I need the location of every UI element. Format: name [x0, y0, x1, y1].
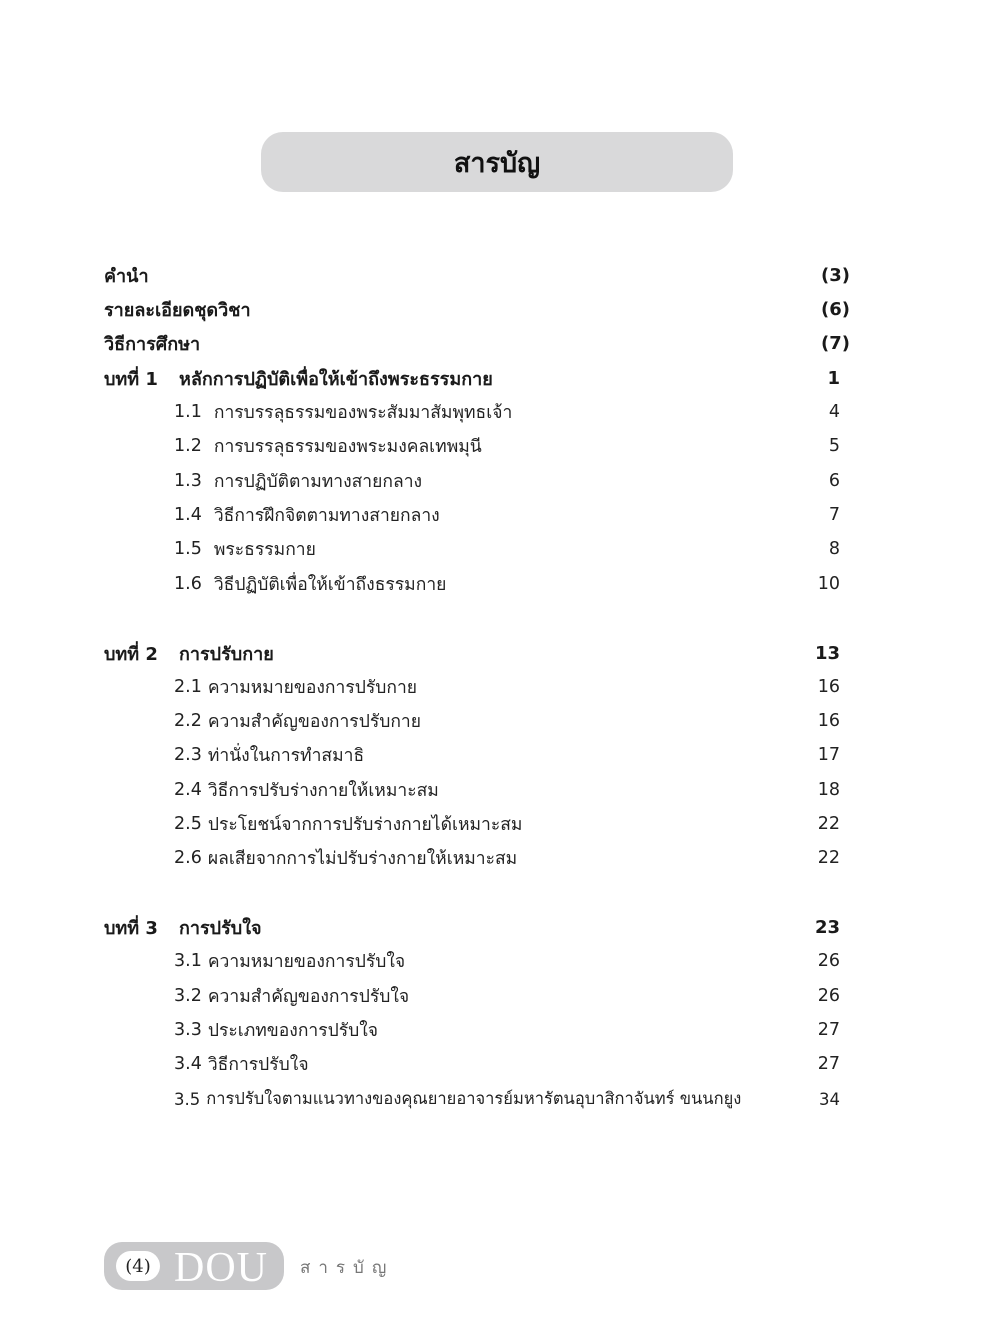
toc-entry-page: 1 [827, 367, 840, 389]
toc-entry-page: 4 [828, 402, 840, 422]
section-number: 2.4 [174, 780, 202, 800]
section-number: 3.2 [174, 986, 202, 1006]
toc-section[interactable] [174, 466, 840, 496]
toc-chapter-3[interactable] [104, 912, 840, 942]
section-number: 2.5 [174, 814, 202, 834]
toc-section[interactable] [174, 1084, 840, 1114]
section-title: การบรรลุธรรมของพระสัมมาสัมพุทธเจ้า [213, 403, 513, 423]
section-number: 1.6 [174, 574, 202, 594]
toc-section[interactable] [174, 706, 840, 736]
section-title: การปฏิบัติตามทางสายกลาง [213, 472, 423, 492]
section-title: วิธีการปรับใจ [207, 1055, 309, 1075]
section-number: 2.1 [174, 677, 202, 697]
toc-entry-page: 13 [814, 642, 840, 664]
toc-section[interactable] [174, 569, 840, 599]
toc-entry-page: 27 [817, 1020, 840, 1040]
section-title: ความหมายของการปรับใจ [207, 952, 406, 972]
section-number: 1.2 [174, 436, 202, 456]
toc-entry-page: 34 [819, 1089, 840, 1109]
toc-section[interactable] [174, 981, 840, 1011]
toc-chapter-1[interactable] [104, 363, 840, 393]
dou-logo: DOU [174, 1245, 268, 1291]
toc-entry-course-details[interactable] [104, 294, 850, 324]
toc-entry-page: 26 [817, 986, 840, 1006]
toc-entry-page: (7) [821, 332, 850, 354]
section-number: 1.1 [174, 402, 202, 422]
section-number: 1.5 [174, 539, 202, 559]
toc-section[interactable] [174, 1015, 840, 1045]
toc-section[interactable] [174, 946, 840, 976]
toc-entry-foreword[interactable] [104, 260, 850, 290]
toc-entry-page: 22 [817, 848, 840, 868]
toc-entry-page: 16 [817, 677, 840, 697]
toc-section[interactable] [174, 809, 840, 839]
toc-section[interactable] [174, 775, 840, 805]
toc-entry-page: 26 [817, 951, 840, 971]
toc-entry-page: 8 [828, 539, 840, 559]
section-number: 3.3 [174, 1020, 202, 1040]
section-title: พระธรรมกาย [213, 540, 316, 560]
toc-title-banner [261, 132, 733, 192]
footer-page-number: (4) [116, 1251, 160, 1281]
toc-section[interactable] [174, 431, 840, 461]
section-number: 2.3 [174, 745, 202, 765]
toc-entry-page: 5 [828, 436, 840, 456]
toc-section[interactable] [174, 672, 840, 702]
section-title: ประเภทของการปรับใจ [207, 1021, 379, 1041]
section-title: การปรับใจตามแนวทางของคุณยายอาจารย์มหารัตนอุบาสิกาจันทร์ ขนนกยูง [206, 1089, 742, 1108]
chapter-title: การปรับใจ [179, 917, 262, 939]
section-number: 2.2 [174, 711, 202, 731]
section-title: การบรรลุธรรมของพระมงคลเทพมุนี [213, 437, 482, 457]
toc-entry-page: 22 [817, 814, 840, 834]
toc-entry-page: 7 [828, 505, 840, 525]
toc-entry-page: (3) [821, 264, 850, 286]
section-number: 3.5 [174, 1089, 201, 1109]
section-title: ท่านั่งในการทำสมาธิ [207, 746, 365, 766]
section-title: วิธีการฝึกจิตตามทางสายกลาง [213, 506, 440, 526]
toc-entry-page: 6 [828, 471, 840, 491]
toc-entry-page: 16 [817, 711, 840, 731]
toc-section[interactable] [174, 740, 840, 770]
section-title: วิธีปฏิบัติเพื่อให้เข้าถึงธรรมกาย [213, 575, 447, 595]
section-number: 1.3 [174, 471, 202, 491]
toc-section[interactable] [174, 843, 840, 873]
toc-entry-page: 23 [814, 916, 840, 938]
toc-entry-label: วิธีการศึกษา [104, 333, 201, 355]
section-title: ผลเสียจากการไม่ปรับร่างกายให้เหมาะสม [207, 849, 518, 869]
section-number: 3.4 [174, 1054, 202, 1074]
section-title: วิธีการปรับร่างกายให้เหมาะสม [207, 781, 439, 801]
section-number: 3.1 [174, 951, 202, 971]
toc-entry-page: 27 [817, 1054, 840, 1074]
section-title: ความสำคัญของการปรับใจ [207, 987, 410, 1007]
chapter-label: บทที่ 1 [104, 368, 158, 390]
toc-section[interactable] [174, 1049, 840, 1079]
toc-entry-page: 10 [817, 574, 840, 594]
footer-badge [104, 1242, 284, 1290]
toc-chapter-2[interactable] [104, 638, 840, 668]
chapter-label: บทที่ 3 [104, 917, 158, 939]
section-number: 1.4 [174, 505, 202, 525]
footer-section-title: สารบัญ [300, 1258, 395, 1278]
chapter-title: หลักการปฏิบัติเพื่อให้เข้าถึงพระธรรมกาย [179, 368, 493, 390]
section-title: ประโยชน์จากการปรับร่างกายได้เหมาะสม [207, 815, 523, 835]
toc-entry-page: 17 [817, 745, 840, 765]
toc-entry-page: (6) [821, 298, 850, 320]
toc-section[interactable] [174, 500, 840, 530]
section-title: ความสำคัญของการปรับกาย [207, 712, 421, 732]
toc-section[interactable] [174, 534, 840, 564]
toc-section[interactable] [174, 397, 840, 427]
section-number: 2.6 [174, 848, 202, 868]
toc-entry-page: 18 [817, 780, 840, 800]
toc-entry-study-method[interactable] [104, 328, 850, 358]
chapter-label: บทที่ 2 [104, 643, 158, 665]
page-title: สารบัญ [453, 147, 541, 179]
toc-entry-label: รายละเอียดชุดวิชา [104, 299, 251, 321]
section-title: ความหมายของการปรับกาย [207, 678, 418, 698]
toc-entry-label: คำนำ [104, 265, 149, 287]
chapter-title: การปรับกาย [179, 643, 274, 665]
